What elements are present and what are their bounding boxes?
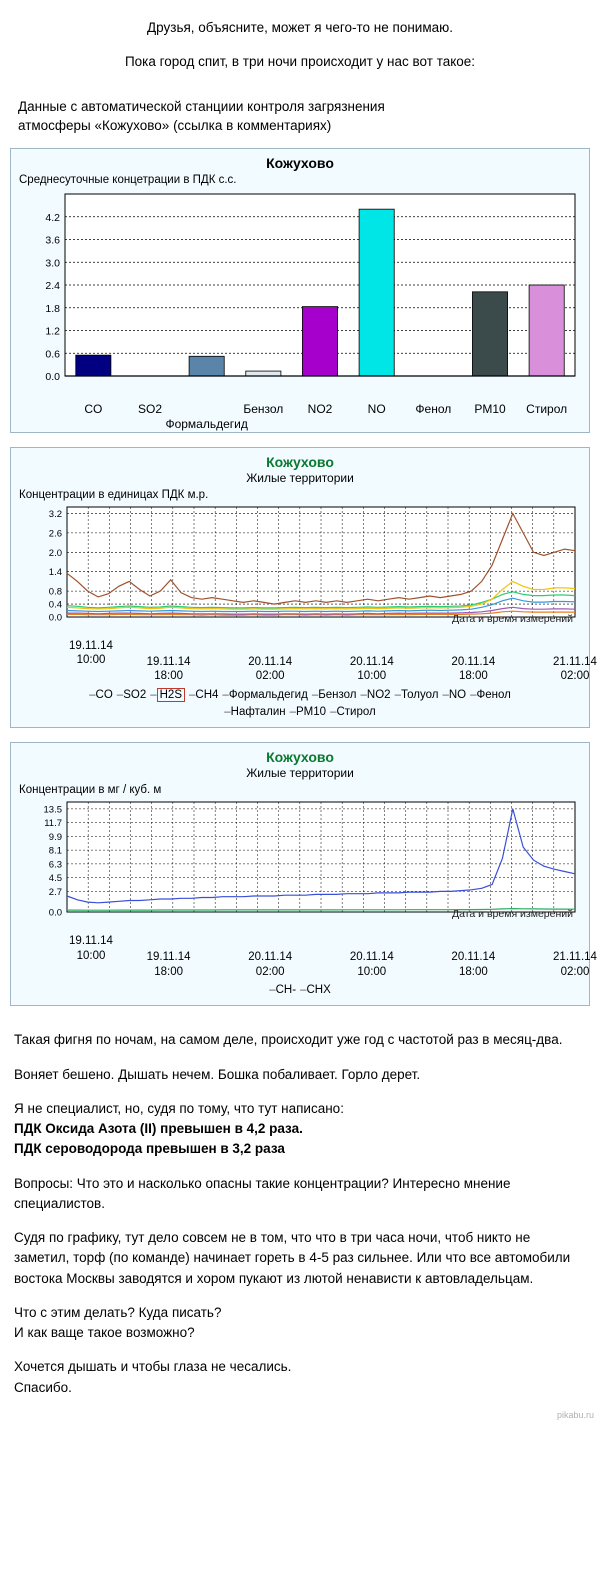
legend-item-no2[interactable]: [361, 689, 391, 701]
svg-text:1.2: 1.2: [45, 325, 60, 338]
body-p6-line1: Что с этим делать? Куда писать?: [14, 1304, 222, 1320]
svg-text:9.9: 9.9: [48, 832, 62, 843]
chart3-title: Кожухово: [266, 749, 334, 766]
legend-item-нафталин[interactable]: [224, 706, 285, 718]
legend-label: CHX: [306, 984, 331, 997]
chart3-plot: [19, 798, 581, 928]
legend-dash-icon: –: [300, 984, 307, 997]
bar-label-бензол: Бензол: [243, 401, 284, 416]
body-paragraph-4: Вопросы: Что это и насколько опасны такие концентрации? Интересно мнение специалистов.: [14, 1175, 511, 1211]
svg-text:1.8: 1.8: [45, 302, 60, 315]
legend-dash-icon: –: [89, 688, 96, 701]
body-p3-bold1: ПДК Оксида Азота (II) превышен в 4,2 раза.: [14, 1121, 303, 1137]
svg-text:3.6: 3.6: [45, 234, 60, 247]
svg-text:0.6: 0.6: [45, 347, 60, 360]
legend-item-ch-[interactable]: [269, 984, 296, 996]
legend-dash-icon: –: [116, 688, 124, 701]
legend-item-толуол[interactable]: [395, 689, 439, 701]
chart2-title: Кожухово: [266, 453, 334, 470]
legend-dash-icon: –: [330, 705, 337, 718]
body-paragraph-5: Судя по графику, тут дело совсем не в том, что что в три часа ночи, чтоб никто не заметил, торф (по команде) начинает гореть в 4-5 раз сильнее. Или что все автомобили востока Москвы заводятся и хором пукают из лютой ненависти к автовладельцам.: [14, 1230, 571, 1286]
xtick-label: 20.11.14 02:00: [248, 951, 293, 978]
svg-text:11.7: 11.7: [44, 818, 62, 830]
legend-dash-icon: –: [360, 688, 367, 701]
svg-text:3.0: 3.0: [45, 256, 60, 269]
svg-text:0.0: 0.0: [45, 370, 60, 383]
legend-item-co[interactable]: [89, 689, 113, 701]
svg-text:0.0: 0.0: [48, 907, 62, 919]
legend-dash-icon: –: [150, 688, 157, 701]
svg-text:0.0: 0.0: [48, 612, 62, 624]
legend-dash-icon: –: [442, 688, 449, 701]
bar-label-so2: SO2: [137, 401, 162, 416]
legend-label: Стирол: [336, 705, 376, 718]
legend-label: Формальдегид: [228, 688, 308, 701]
body-p3-line1: Я не специалист, но, судя по тому, что тут написано:: [14, 1100, 344, 1116]
chart2-xlabel: Дата и время измерений: [452, 612, 573, 625]
svg-text:1.4: 1.4: [48, 566, 62, 578]
chart-card-daily-pdk: [10, 148, 590, 433]
body-paragraph-1: Такая фигня по ночам, на самом деле, происходит уже год с частотой раз в месяц-два.: [14, 1032, 563, 1048]
xtick-label: 21.11.14 02:00: [553, 951, 597, 978]
svg-text:0.4: 0.4: [48, 599, 62, 611]
legend-label: Толуол: [400, 688, 439, 701]
chart3-xlabel: Дата и время измерений: [452, 908, 573, 921]
intro-line-2: Пока город спит, в три ночи происходит у нас вот такое:: [124, 54, 476, 70]
svg-text:4.2: 4.2: [45, 211, 60, 224]
xtick-label: 20.11.14 02:00: [248, 655, 293, 682]
legend-label: Нафталин: [230, 705, 286, 718]
bar-label-co: CO: [84, 401, 103, 416]
legend-label: SO2: [123, 688, 147, 701]
bar-label-no: NO: [367, 401, 386, 416]
xtick-label: 19.11.14 18:00: [146, 951, 191, 978]
svg-text:6.3: 6.3: [48, 859, 62, 871]
legend-item-ch4[interactable]: [189, 689, 218, 701]
chart2-subtitle: Жилые территории: [246, 470, 354, 485]
chart1-category-labels: [19, 402, 581, 432]
lead-line-1: Данные с автоматической станциии контроля загрязнения: [18, 98, 385, 114]
chart2-plot: [19, 503, 581, 633]
watermark: pikabu.ru: [556, 1409, 594, 1420]
legend-dash-icon: –: [311, 688, 319, 701]
chart-card-mg: [10, 742, 597, 1006]
chart2-legend: [11, 685, 589, 728]
svg-text:0.8: 0.8: [48, 586, 62, 598]
legend-label: PM10: [296, 705, 327, 718]
svg-text:2.6: 2.6: [48, 528, 62, 540]
xtick-label: 19.11.14 10:00: [69, 639, 113, 666]
svg-text:2.0: 2.0: [48, 547, 62, 559]
legend-dash-icon: –: [222, 688, 229, 701]
body-paragraph-2: Воняет бешено. Дышать нечем. Бошка побаливает. Горло дерет.: [14, 1066, 421, 1082]
chart2-ylabel: Концентрации в единицах ПДК м.р.: [19, 488, 209, 501]
body-p6-line2: И как ваще такое возможно?: [14, 1325, 195, 1341]
xtick-label: 20.11.14 18:00: [451, 951, 496, 978]
chart2-xtick-labels: [19, 637, 597, 685]
legend-label: CH-: [275, 984, 297, 997]
svg-text:2.4: 2.4: [45, 279, 60, 292]
legend-item-фенол[interactable]: [470, 689, 511, 701]
intro-line-1: Друзья, объясните, может я чего-то не понимаю.: [147, 20, 453, 35]
xtick-label: 20.11.14 10:00: [349, 655, 394, 682]
legend-dash-icon: –: [470, 688, 477, 701]
post-body: [0, 1020, 600, 1398]
svg-text:3.2: 3.2: [48, 508, 62, 520]
lead-block: [0, 87, 600, 142]
legend-dash-icon: –: [224, 705, 231, 718]
lead-line-2: атмосферы «Кожухово» (ссылка в комментариях): [18, 118, 332, 134]
body-p7-line2: Спасибо.: [14, 1379, 72, 1395]
legend-dash-icon: –: [289, 705, 297, 718]
legend-label: CH4: [195, 688, 219, 701]
bar-label-фенол: Фенол: [415, 401, 452, 416]
body-paragraph-7: [14, 1357, 586, 1398]
chart3-ylabel: Концентрации в мг / куб. м: [19, 784, 162, 797]
legend-dash-icon: –: [189, 688, 196, 701]
svg-text:2.7: 2.7: [48, 887, 62, 898]
legend-item-chx[interactable]: [300, 984, 331, 996]
legend-row: [17, 704, 583, 721]
legend-label: H2S: [157, 688, 185, 702]
svg-text:8.1: 8.1: [48, 845, 62, 857]
svg-text:4.5: 4.5: [48, 873, 62, 885]
bar-label-стирол: Стирол: [526, 401, 568, 416]
legend-item-no[interactable]: [442, 689, 466, 701]
legend-item-so2[interactable]: [117, 689, 146, 701]
chart3-subtitle: Жилые территории: [246, 766, 354, 781]
chart1-title: Кожухово: [266, 154, 334, 171]
legend-item-формальдегид[interactable]: [222, 689, 307, 701]
xtick-label: 20.11.14 18:00: [451, 655, 496, 682]
xtick-label: 19.11.14 10:00: [69, 935, 113, 962]
xtick-label: 19.11.14 18:00: [146, 655, 191, 682]
chart1-ylabel: Среднесуточные концетрации в ПДК с.с.: [19, 173, 237, 186]
legend-dash-icon: –: [394, 688, 401, 701]
bar-label-pm10: PM10: [474, 401, 506, 416]
intro-block: [0, 0, 600, 73]
body-p7-line1: Хочется дышать и чтобы глаза не чесались.: [14, 1359, 292, 1375]
svg-text:13.5: 13.5: [43, 804, 62, 816]
legend-label: NO2: [366, 688, 391, 701]
bar-label-formaldehyde: Формальдегид: [165, 416, 248, 431]
bar-chart-svg: [19, 188, 583, 398]
legend-label: Бензол: [318, 688, 357, 701]
legend-item-бензол[interactable]: [312, 689, 357, 701]
xtick-label: 20.11.14 10:00: [349, 951, 394, 978]
body-p3-bold2: ПДК сероводорода превышен в 3,2 раза: [14, 1141, 285, 1157]
chart3-xtick-labels: [19, 932, 597, 980]
legend-row: [17, 687, 583, 704]
chart3-legend: [11, 980, 589, 1005]
legend-item-pm10[interactable]: [290, 706, 326, 718]
legend-label: Фенол: [476, 688, 511, 701]
legend-row: [17, 982, 583, 999]
xtick-label: 21.11.14 02:00: [553, 655, 597, 682]
legend-label: NO: [448, 688, 467, 701]
chart1-plot: [19, 188, 581, 398]
bar-label-no2: NO2: [307, 401, 333, 416]
chart-card-pdk-mr: [10, 447, 597, 729]
legend-item-h2s[interactable]: [150, 689, 185, 701]
legend-label: CO: [95, 688, 113, 701]
legend-item-стирол[interactable]: [330, 706, 376, 718]
body-paragraph-3: [14, 1099, 586, 1160]
legend-dash-icon: –: [269, 984, 276, 997]
body-paragraph-6: [14, 1303, 586, 1344]
